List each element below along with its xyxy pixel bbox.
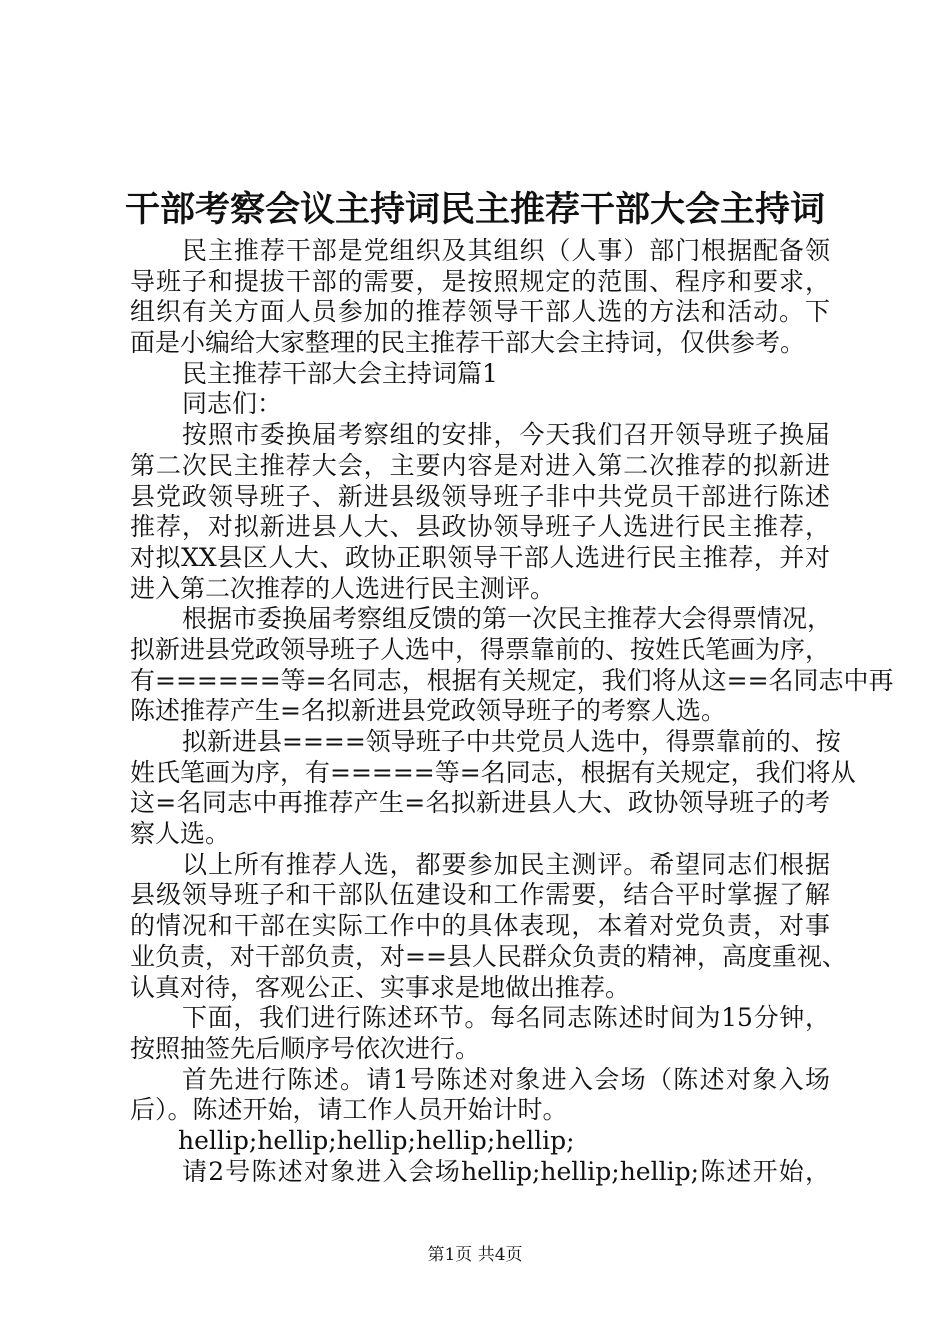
paragraph-line: 民主推荐干部是党组织及其组织（人事）部门根据配备领 <box>182 236 830 265</box>
paragraph-line: 根据市委换届考察组反馈的第一次民主推荐大会得票情况， <box>182 604 833 634</box>
paragraph-line: 业负责，对干部负责，对==县人民群众负责的精神，高度重视、 <box>130 941 847 971</box>
paragraph-line: 陈述推荐产生=名拟新进县党政领导班子的考察人选。 <box>130 696 726 726</box>
paragraph-line: 同志们： <box>182 389 283 419</box>
paragraph-line: 县级领导班子和干部队伍建设和工作需要，结合平时掌握了解 <box>130 880 830 910</box>
paragraph-line: 后）。陈述开始，请工作人员开始计时。 <box>130 1095 568 1125</box>
paragraph-line: 有======等=名同志，根据有关规定，我们将从这==名同志中再 <box>130 665 894 695</box>
paragraph-line: 首先进行陈述。请1号陈述对象进入会场（陈述对象入场 <box>182 1064 830 1094</box>
page-footer: 第1页 共4页 <box>427 1245 523 1265</box>
document-body <box>130 236 894 1187</box>
paragraph-line: 导班子和提拔干部的需要，是按照规定的范围、程序和要求， <box>130 266 830 296</box>
paragraph-line: 对拟XX县区人大、政协正职领导干部人选进行民主推荐，并对 <box>130 542 830 572</box>
paragraph-line: 面是小编给大家整理的民主推荐干部大会主持词，仅供参考。 <box>130 328 806 358</box>
paragraph-line: 以上所有推荐人选，都要参加民主测评。希望同志们根据 <box>182 849 830 879</box>
document-title: 干部考察会议主持词民主推荐干部大会主持词 <box>124 190 825 230</box>
paragraph-line: 拟新进县党政领导班子人选中，得票靠前的、按姓氏笔画为序， <box>130 634 831 664</box>
paragraph-line: 这=名同志中再推荐产生=名拟新进县人大、政协领导班子的考 <box>130 788 830 818</box>
paragraph-line: 推荐，对拟新进县人大、县政协领导班子人选进行民主推荐， <box>130 512 830 542</box>
paragraph-line: 下面，我们进行陈述环节。每名同志陈述时间为15分钟， <box>182 1003 830 1033</box>
paragraph-line: 按照抽签先后顺序号依次进行。 <box>130 1033 481 1063</box>
paragraph-line: 第二次民主推荐大会，主要内容是对进入第二次推荐的拟新进 <box>130 450 830 480</box>
paragraph-line: 的情况和干部在实际工作中的具体表现，本着对党负责，对事 <box>130 911 830 941</box>
paragraph-line: 县党政领导班子、新进县级领导班子非中共党员干部进行陈述 <box>130 481 830 511</box>
paragraph-line: 姓氏笔画为序，有=====等=名同志，根据有关规定，我们将从 <box>130 757 856 787</box>
paragraph-line: 认真对待，客观公正、实事求是地做出推荐。 <box>130 972 631 1002</box>
paragraph-line: 请2号陈述对象进入会场hellip;hellip;hellip;陈述开始， <box>182 1156 830 1186</box>
paragraph-line: 进入第二次推荐的人选进行民主测评。 <box>130 573 556 603</box>
paragraph-line: 按照市委换届考察组的安排，今天我们召开领导班子换届 <box>182 420 830 450</box>
paragraph-line: 组织有关方面人员参加的推荐领导干部人选的方法和活动。下 <box>130 297 830 327</box>
paragraph-line: 民主推荐干部大会主持词篇1 <box>182 358 498 388</box>
paragraph-line: 拟新进县====领导班子中共党员人选中，得票靠前的、按 <box>182 727 841 756</box>
paragraph-line: 察人选。 <box>130 819 231 849</box>
paragraph-line: hellip;hellip;hellip;hellip;hellip; <box>178 1125 575 1155</box>
